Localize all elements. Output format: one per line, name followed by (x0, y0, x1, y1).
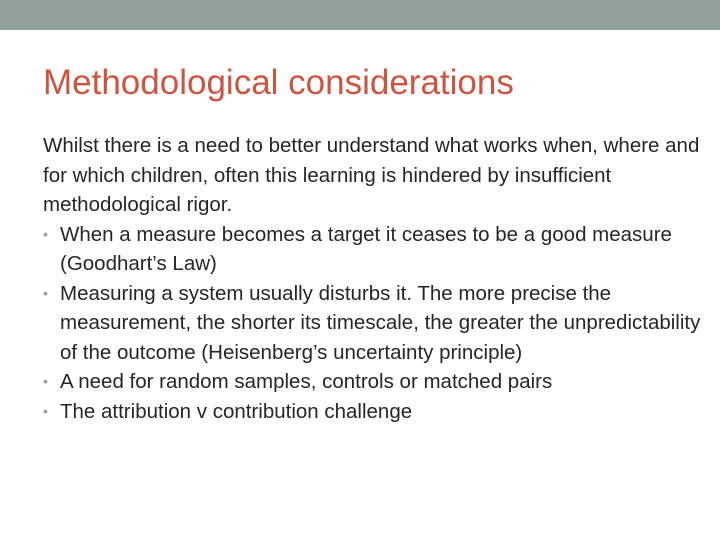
bullet-text: A need for random samples, controls or matched pairs (60, 370, 553, 393)
bullet-dot-icon: • (43, 225, 48, 242)
intro-paragraph: Whilst there is a need to better understand what works when, where and for which children, often this learning is hindered by insufficient methodological rigor. (43, 134, 700, 216)
bullet-item-samples (43, 367, 703, 397)
bullet-dot-icon: • (43, 402, 48, 419)
bullet-text: When a measure becomes a target it ceases to be a good measure (Goodhart’s Law) (60, 222, 672, 275)
bullet-dot-icon: • (43, 373, 48, 389)
bullet-text: The attribution v contribution challenge (60, 399, 413, 423)
bullet-dot-icon: • (43, 284, 48, 301)
bullet-item-goodhart (43, 220, 703, 279)
slide-body (43, 131, 703, 426)
slide-title: Methodological considerations (43, 63, 514, 102)
bullet-item-heisenberg (43, 279, 703, 368)
bullet-text: Measuring a system usually disturbs it. The more precise the measurement, the shorter its timescale, the greater the unpredictability of the outcome (Heisenberg’s uncertainty principle) (60, 281, 701, 364)
bullet-list (43, 220, 703, 427)
slide-top-bar (0, 0, 720, 30)
bullet-item-attribution (43, 397, 703, 427)
